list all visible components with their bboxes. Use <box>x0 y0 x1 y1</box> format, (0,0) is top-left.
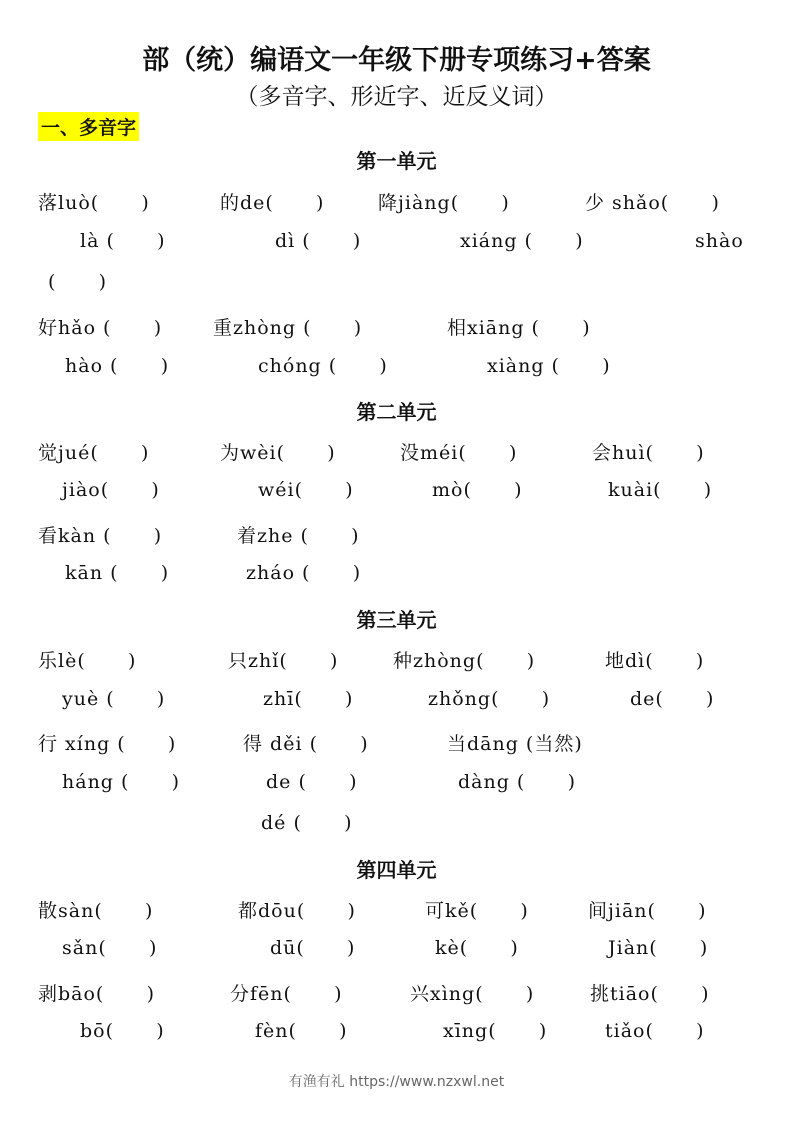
pinyin-exercise-item: 相xiāng ( ) <box>447 317 591 339</box>
unit-heading: 第三单元 <box>356 608 437 632</box>
pinyin-exercise-item: mò( ) <box>432 479 523 501</box>
pinyin-exercise-item: 的de( ) <box>220 192 325 214</box>
pinyin-exercise-item: 乐lè( ) <box>38 650 137 672</box>
pinyin-exercise-item: dū( ) <box>270 937 356 959</box>
document-title: 部（统）编语文一年级下册专项练习+答案 <box>142 45 651 76</box>
footer-watermark: 有渔有礼 https://www.nzxwl.net <box>288 1074 505 1090</box>
pinyin-exercise-item: kuài( ) <box>608 479 713 501</box>
pinyin-exercise-item: fèn( ) <box>255 1020 348 1042</box>
pinyin-exercise-item: 种zhòng( ) <box>393 650 536 672</box>
pinyin-exercise-item: zhī( ) <box>263 688 354 710</box>
pinyin-exercise-item: 好hǎo ( ) <box>38 317 163 339</box>
pinyin-exercise-item: dì ( ) <box>275 230 362 252</box>
pinyin-exercise-item: 可kě( ) <box>425 900 529 922</box>
pinyin-exercise-item: 间jiān( ) <box>588 900 707 922</box>
pinyin-exercise-item: là ( ) <box>80 230 166 252</box>
unit-heading: 第四单元 <box>356 858 437 882</box>
pinyin-exercise-item: háng ( ) <box>62 771 181 793</box>
pinyin-exercise-item: dàng ( ) <box>458 771 576 793</box>
pinyin-exercise-item: kān ( ) <box>65 562 170 584</box>
pinyin-exercise-item: 降jiàng( ) <box>378 192 510 214</box>
pinyin-exercise-item: 得 děi ( ) <box>243 733 369 755</box>
pinyin-exercise-item: 行 xíng ( ) <box>38 733 177 755</box>
pinyin-exercise-item: 没méi( ) <box>400 442 518 464</box>
pinyin-exercise-item: hào ( ) <box>65 355 170 377</box>
pinyin-exercise-item: de( ) <box>630 688 715 710</box>
pinyin-exercise-item: 会huì( ) <box>592 442 705 464</box>
pinyin-exercise-item: 只zhǐ( ) <box>228 650 339 672</box>
pinyin-exercise-item: xīng( ) <box>443 1020 548 1042</box>
section-heading: 一、多音字 <box>38 112 139 141</box>
unit-heading: 第二单元 <box>356 400 437 424</box>
pinyin-exercise-item: ( ) <box>48 271 108 293</box>
pinyin-exercise-item: 兴xìng( ) <box>410 983 535 1005</box>
pinyin-exercise-item: de ( ) <box>266 771 358 793</box>
pinyin-exercise-item: xiáng ( ) <box>460 230 584 252</box>
pinyin-exercise-item: zháo ( ) <box>246 562 362 584</box>
pinyin-exercise-item: 当dāng (当然) <box>447 733 583 755</box>
pinyin-exercise-item: Jiàn( ) <box>608 937 709 959</box>
pinyin-exercise-item: 剥bāo( ) <box>38 983 155 1005</box>
pinyin-exercise-item: zhǒng( ) <box>428 688 551 710</box>
pinyin-exercise-item: 看kàn ( ) <box>38 525 163 547</box>
document-subtitle: （多音字、形近字、近反义词） <box>235 84 558 110</box>
pinyin-exercise-item: jiào( ) <box>62 479 160 501</box>
pinyin-exercise-item: 少 shǎo( ) <box>585 192 720 214</box>
pinyin-exercise-item: 为wèi( ) <box>220 442 336 464</box>
pinyin-exercise-item: dé ( ) <box>261 812 353 834</box>
pinyin-exercise-item: chóng ( ) <box>258 355 388 377</box>
pinyin-exercise-item: 都dōu( ) <box>238 900 356 922</box>
pinyin-exercise-item: 重zhòng ( ) <box>213 317 363 339</box>
pinyin-exercise-item: xiàng ( ) <box>487 355 611 377</box>
pinyin-exercise-item: shào <box>695 230 744 252</box>
pinyin-exercise-item: 着zhe ( ) <box>237 525 360 547</box>
pinyin-exercise-item: kè( ) <box>435 937 519 959</box>
pinyin-exercise-item: 散sàn( ) <box>38 900 154 922</box>
pinyin-exercise-item: 挑tiāo( ) <box>590 983 710 1005</box>
pinyin-exercise-item: wéi( ) <box>258 479 354 501</box>
unit-heading: 第一单元 <box>356 149 437 173</box>
pinyin-exercise-item: tiǎo( ) <box>605 1020 705 1042</box>
pinyin-exercise-item: yuè ( ) <box>62 688 166 710</box>
pinyin-exercise-item: 地dì( ) <box>605 650 705 672</box>
pinyin-exercise-item: bō( ) <box>80 1020 165 1042</box>
pinyin-exercise-item: 觉jué( ) <box>38 442 150 464</box>
pinyin-exercise-item: sǎn( ) <box>62 937 158 959</box>
pinyin-exercise-item: 分fēn( ) <box>230 983 343 1005</box>
pinyin-exercise-item: 落luò( ) <box>38 192 150 214</box>
